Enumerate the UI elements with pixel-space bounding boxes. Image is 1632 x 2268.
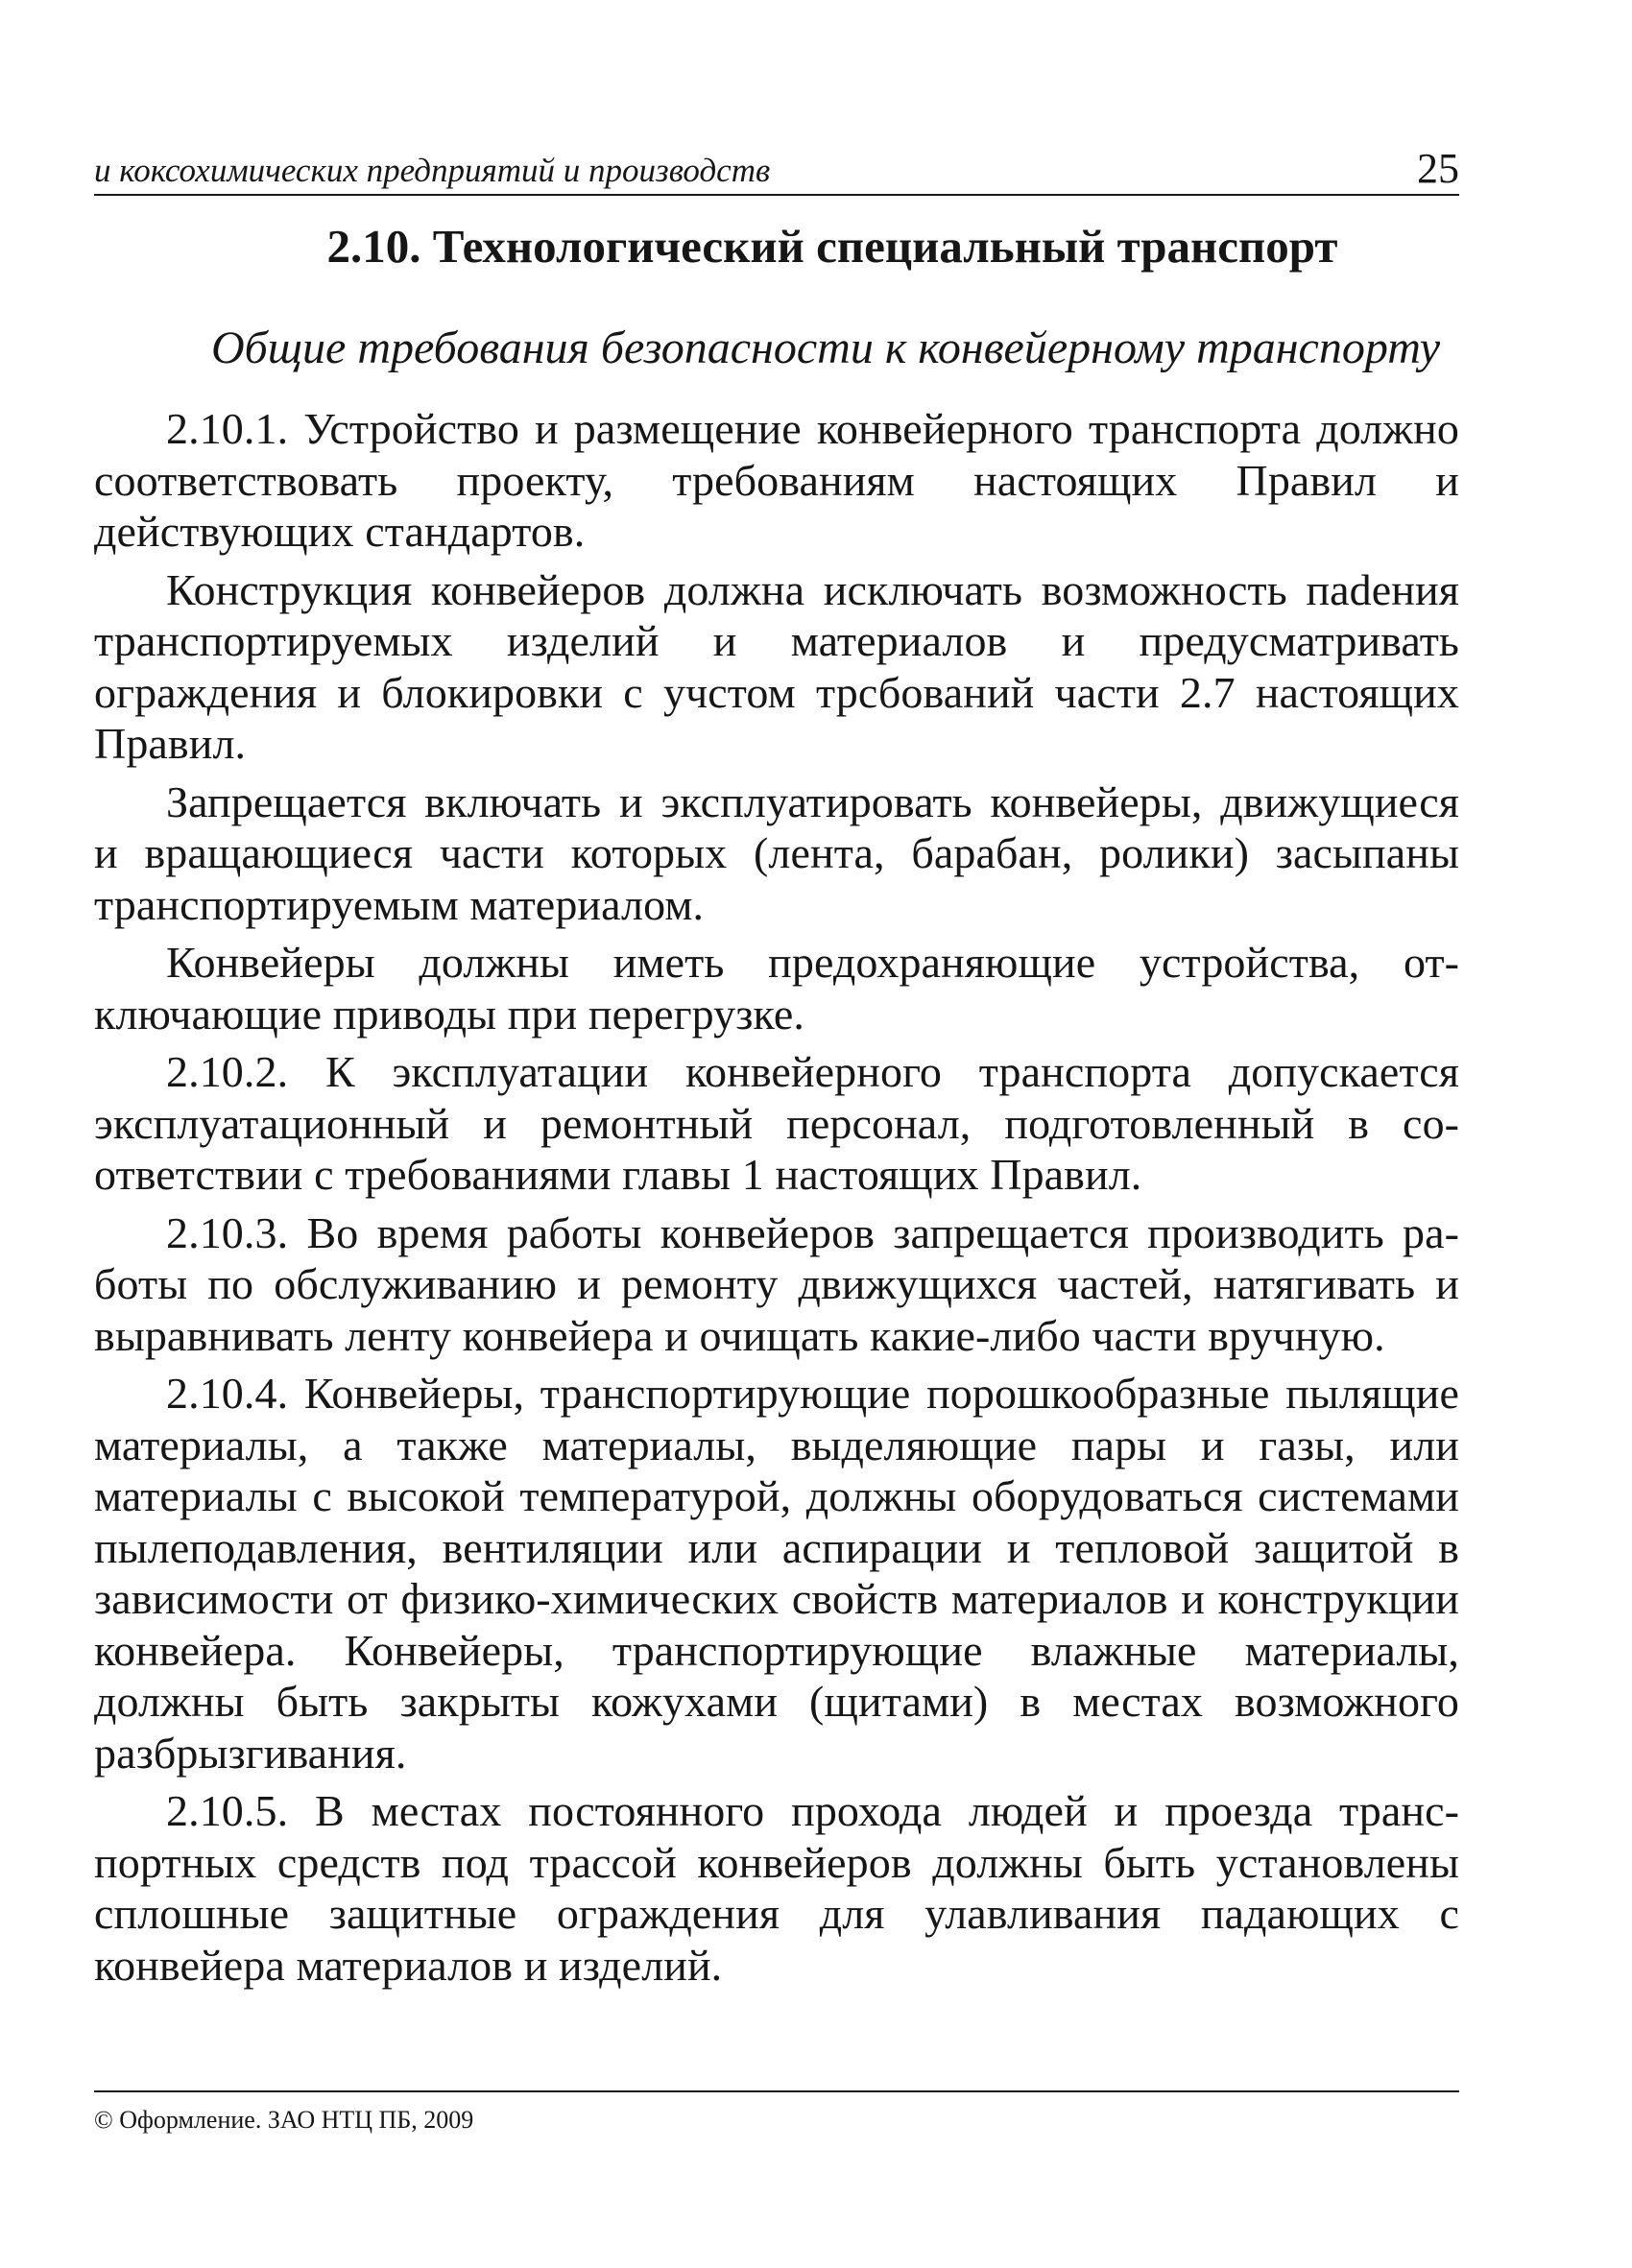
paragraph-2-10-1: 2.10.1. Устройство и размещение конвейерного транспорта должно соответствовать проекту, требованиям настоящих Правил и действующих стандартов.	[94, 404, 1459, 556]
paragraph-2-10-5: 2.10.5. В местах постоянного прохода людей и проезда транспортных средств под трассой конвейеров должны быть установлены сплошные защитные ограждения для улавливания падающих с конвейера материалов и изделий.	[94, 1786, 1459, 1990]
paragraph-prohibition-covered: Запрещается включать и эксплуатировать конвейеры, движущиеся и вращающиеся части которых (лента, барабан, ролики) засыпаны транспортируемым материалом.	[94, 776, 1459, 929]
running-title: и коксохимических предприятий и производств	[94, 152, 771, 189]
section-title: 2.10. Технологический специальный транспорт	[326, 220, 1338, 273]
subsection-title: Общие требования безопасности к конвейерному транспорту	[211, 322, 1440, 373]
paragraph-2-10-4: 2.10.4. Конвейеры, транспортирующие порошкообразные пылящие материалы, а также материалы, выделяющие пары и газы, или материалы с высокой температурой, должны оборудоваться системами пылеподавления, вентиляции или аспирации и тепловой защитой в зависимости от физико-химических свойств материалов и конструкции конвейера. Конвейеры, транспортирующие влажные материалы, должны быть закрыты кожухами (щитами) в местах возможного разбрызгивания.	[94, 1369, 1459, 1778]
paragraph-conveyor-design: Конструкция конвейеров должна исключать возможность паdения транспортируемых изделий и материалов и предусматривать ограждения и блокировки с учстом трсбований части 2.7 настоящих Правил.	[94, 564, 1459, 768]
copyright-notice: © Оформление. ЗАО НТЦ ПБ, 2009	[94, 2106, 474, 2134]
paragraph-protective-devices: Конвейеры должны иметь предохраняющие устройства, отключающие приводы при перегрузке.	[94, 938, 1459, 1039]
paragraph-2-10-3: 2.10.3. Во время работы конвейеров запрещается производить работы по обслуживанию и ремонту движущихся частей, натягивать и выравнивать ленту конвейера и очищать какие-либо части вручную.	[94, 1207, 1459, 1360]
running-header	[94, 144, 1459, 196]
page-number: 25	[1417, 145, 1459, 192]
body-text	[94, 403, 1459, 1997]
footer-rule	[94, 2090, 1459, 2092]
paragraph-2-10-2: 2.10.2. К эксплуатации конвейерного транспорта допускается эксплуатационный и ремонтный персонал, подготовленный в соответствии с требованиями главы 1 настоящих Правил.	[94, 1047, 1459, 1199]
